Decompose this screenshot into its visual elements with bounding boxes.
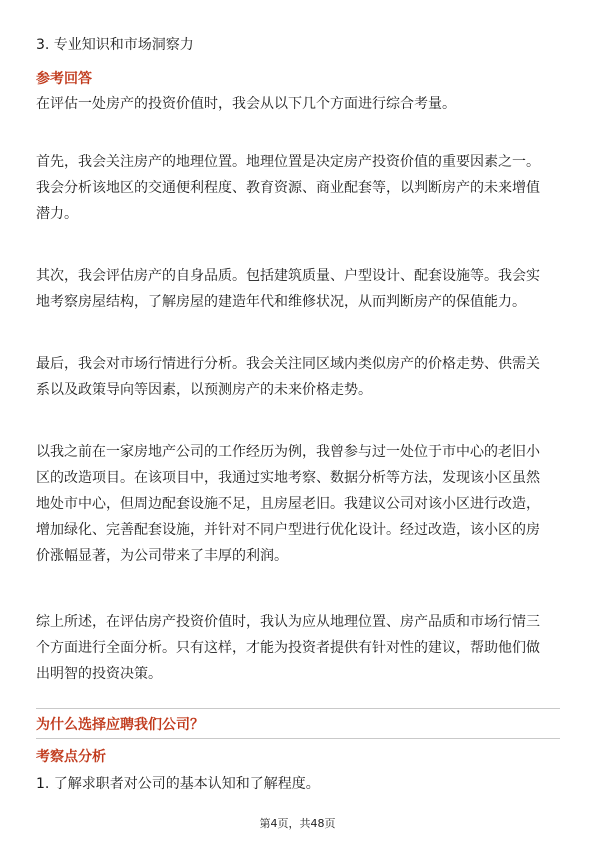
text-line: 综上所述，在评估房产投资价值时，我认为应从地理位置、房产品质和市场行情三 <box>36 614 540 630</box>
answer-paragraph-6 <box>36 609 560 687</box>
question-title: 为什么选择应聘我们公司？ <box>36 717 204 733</box>
text-line: 地考察房屋结构，了解房屋的建造年代和维修状况，从而判断房产的保值能力。 <box>36 294 526 310</box>
section-divider <box>36 738 560 739</box>
text-line: 增加绿化、完善配套设施，并针对不同户型进行优化设计。经过改造，该小区的房 <box>36 522 540 538</box>
text-line: 价涨幅显著，为公司带来了丰厚的利润。 <box>36 548 288 564</box>
text-line: 最后，我会对市场行情进行分析。我会关注同区域内类似房产的价格走势、供需关 <box>36 356 540 372</box>
text-line: 在评估一处房产的投资价值时，我会从以下几个方面进行综合考量。 <box>36 96 456 112</box>
answer-paragraph-3 <box>36 263 560 315</box>
answer-paragraph-1 <box>36 91 560 117</box>
page-number: 第4页，共48页 <box>259 817 336 830</box>
text-line: 首先，我会关注房产的地理位置。地理位置是决定房产投资价值的重要因素之一。 <box>36 154 540 170</box>
focus-point: 1. 了解求职者对公司的基本认知和了解程度。 <box>36 776 320 792</box>
text-line: 地处市中心，但周边配套设施不足，且房屋老旧。我建议公司对该小区进行改造， <box>36 496 540 512</box>
section-heading: 3. 专业知识和市场洞察力 <box>36 37 194 53</box>
text-line: 系以及政策导向等因素，以预测房产的未来价格走势。 <box>36 382 372 398</box>
answer-paragraph-4 <box>36 351 560 403</box>
section-divider <box>36 708 560 709</box>
text-line: 其次，我会评估房产的自身品质。包括建筑质量、户型设计、配套设施等。我会实 <box>36 268 540 284</box>
focus-label: 考察点分析 <box>36 749 106 765</box>
text-line: 我会分析该地区的交通便利程度、教育资源、商业配套等，以判断房产的未来增值 <box>36 180 540 196</box>
text-line: 以我之前在一家房地产公司的工作经历为例，我曾参与过一处位于市中心的老旧小 <box>36 444 540 460</box>
answer-paragraph-2 <box>36 149 560 227</box>
text-line: 区的改造项目。在该项目中，我通过实地考察、数据分析等方法，发现该小区虽然 <box>36 470 540 486</box>
text-line: 出明智的投资决策。 <box>36 666 162 682</box>
text-line: 个方面进行全面分析。只有这样，才能为投资者提供有针对性的建议，帮助他们做 <box>36 640 540 656</box>
answer-paragraph-5 <box>36 439 560 569</box>
answer-label: 参考回答 <box>36 71 92 87</box>
text-line: 潜力。 <box>36 206 78 222</box>
